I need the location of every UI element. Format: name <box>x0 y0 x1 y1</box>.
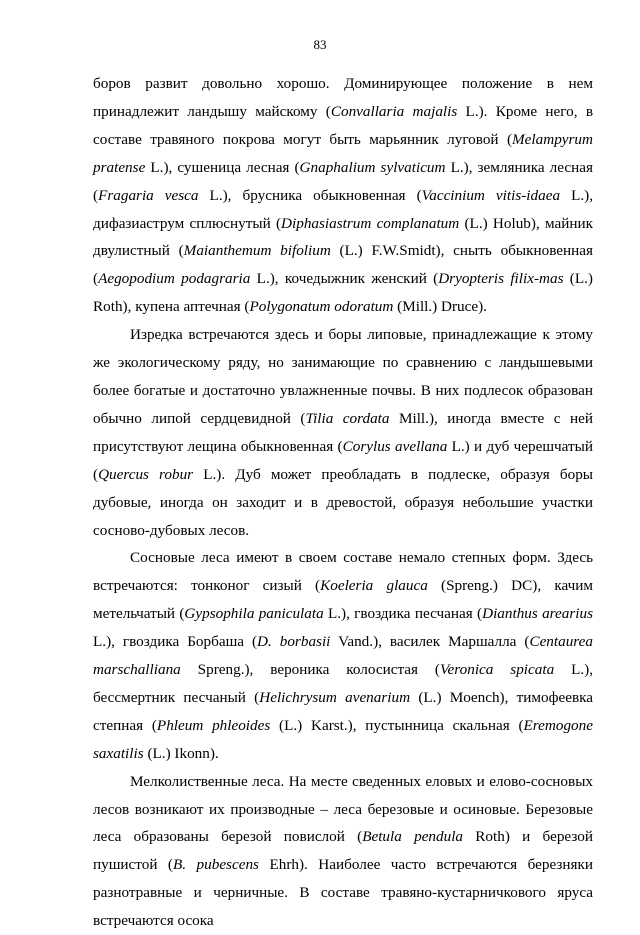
text-run: (L.) Holub), майник двулистный ( <box>93 214 593 260</box>
latin-name: Gnaphalium sylvaticum <box>299 158 446 176</box>
latin-name: B. pubescens <box>172 856 259 874</box>
text-run: L.) и дуб черешчатый ( <box>93 437 593 483</box>
latin-name: Aegopodium podagraria <box>98 270 251 288</box>
latin-name: Centaurea marschalliana <box>93 633 593 679</box>
latin-name: Koeleria glauca <box>320 577 428 595</box>
latin-name: Helichrysum avenarium <box>259 688 411 706</box>
text-run: Ehrh). Наиболее часто встречаются березняки разнотравные и черничные. В составе травяно-кустарничкового яруса встречаются осока <box>93 856 593 930</box>
text-run: Spreng.), вероника колосистая ( <box>180 661 440 679</box>
paragraph <box>93 70 593 321</box>
text-run: (L.) F.W.Smidt), сныть обыкновенная ( <box>93 242 593 288</box>
text-run: (Spreng.) DC), качим метельчатый ( <box>93 577 593 623</box>
text-run: L.), брусника обыкновенная ( <box>198 186 422 204</box>
text-run: L.). Кроме него, в составе травяного покрова могут быть марьянник луговой ( <box>93 102 593 148</box>
latin-name: Fragaria vesca <box>98 186 199 204</box>
latin-name: Betula pendula <box>362 828 464 846</box>
text-run: (L.) Karst.), пустынница скальная ( <box>270 716 524 734</box>
latin-name: Diphasiastrum complanatum <box>281 214 460 232</box>
text-run: L.), сушеница лесная ( <box>145 158 300 176</box>
text-run: (L.) Moench), тимофеевка степная ( <box>93 688 594 734</box>
text-run: L.), гвоздика песчаная ( <box>323 605 483 623</box>
latin-name: Gypsophila paniculata <box>184 605 324 623</box>
latin-name: Dianthus arearius <box>482 605 594 623</box>
text-run: L.), кочедыжник женский ( <box>250 270 439 288</box>
document-body <box>93 70 593 935</box>
text-run: Изредка встречаются здесь и боры липовые, принадлежащие к этому же экологическому ряду, но занимающие по сравнению с ландышевыми более богатые и достаточно увлажненные почвы. В них подлесок образован обычно липой сердцевидной ( <box>93 326 593 427</box>
latin-name: Veronica spicata <box>439 661 555 679</box>
text-run: Мелколиственные леса. На месте сведенных еловых и елово-сосновых лесов возникают их производные – леса березовые и осиновые. Березовые леса образованы березой повислой ( <box>93 772 593 846</box>
latin-name: Eremogone saxatilis <box>93 716 593 762</box>
text-run: Roth) и березой пушистой ( <box>93 828 593 874</box>
latin-name: Dryopteris filix-mas <box>438 270 564 288</box>
latin-name: Tilia cordata <box>305 409 390 427</box>
latin-name: Polygonatum odoratum <box>249 298 394 316</box>
text-run: (L.) Ikonn). <box>143 744 219 762</box>
text-run: L.), гвоздика Борбаша ( <box>93 633 258 651</box>
text-run: L.), бессмертник песчаный ( <box>93 661 593 706</box>
text-run: Mill.), иногда вместе с ней присутствуют лещина обыкновенная ( <box>93 409 593 455</box>
latin-name: D. borbasii <box>257 633 331 651</box>
paragraph <box>93 544 593 767</box>
page-number: 83 <box>313 37 327 52</box>
text-run: (Mill.) Druce). <box>393 298 487 316</box>
paragraph <box>93 321 593 544</box>
text-run: L.). Дуб может преобладать в подлеске, образуя боры дубовые, иногда он заходит и в древостой, образуя небольшие участки сосново-дубовых лесов. <box>93 465 593 539</box>
latin-name: Quercus robur <box>98 465 194 483</box>
text-run: боров развит довольно хорошо. Доминирующее положение в нем принадлежит ландышу майскому ( <box>93 75 593 120</box>
text-run: (L.) Roth), купена аптечная ( <box>93 270 593 316</box>
latin-name: Corylus avellana <box>342 437 448 455</box>
latin-name: Maianthemum bifolium <box>183 242 331 260</box>
latin-name: Vaccinium vitis-idaea <box>421 186 561 204</box>
text-run: L.), дифазиаструм сплюснутый ( <box>93 186 593 232</box>
text-run: L.), земляника лесная ( <box>93 158 593 204</box>
paragraph <box>93 768 593 935</box>
latin-name: Convallaria majalis <box>330 102 458 120</box>
latin-name: Melampyrum pratense <box>93 130 593 176</box>
latin-name: Phleum phleoides <box>156 716 271 734</box>
text-run: Vand.), василек Маршалла ( <box>330 633 530 651</box>
text-run: Сосновые леса имеют в своем составе немало степных форм. Здесь встречаются: тонконог сизый ( <box>93 549 593 595</box>
